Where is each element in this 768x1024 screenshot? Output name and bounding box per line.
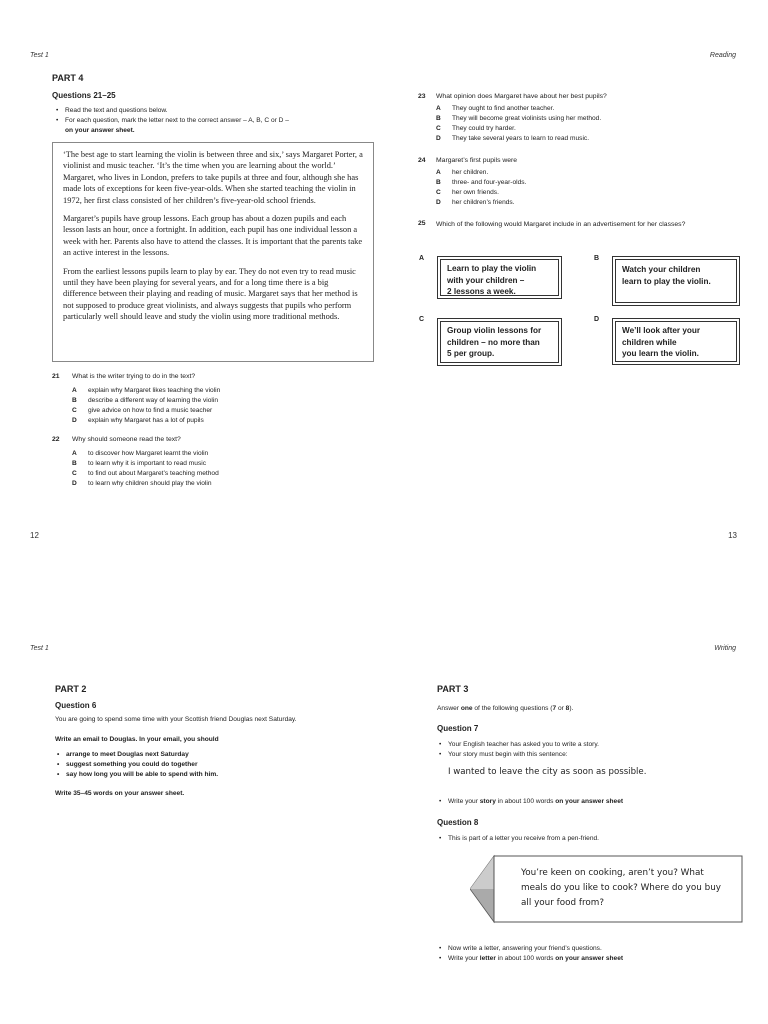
instruction-item: • Read the text and questions below.	[56, 106, 356, 116]
passage-paragraph: Margaret’s pupils have group lessons. Each group has about a dozen pupils and each lesson lasts an hour, once a fortnight. In addition, each pupil has one individual lesson a week with her. Parents also have to attend the classes. It is important that the parents take an active interest in the lessons.	[63, 214, 363, 258]
bullet-item: • suggest something you could do together	[57, 760, 357, 770]
ad-letter-c: C	[419, 316, 425, 323]
answer-option[interactable]: C to find out about Margaret’s teaching method	[72, 470, 219, 477]
question-6-word-count: Write 35–45 words on your answer sheet.	[55, 790, 185, 797]
answer-option[interactable]: C give advice on how to find a music teacher	[72, 407, 213, 414]
ad-letter-d: D	[594, 316, 600, 323]
answer-option[interactable]: D her children’s friends.	[436, 199, 515, 206]
question-21	[52, 373, 372, 426]
answer-option[interactable]: D explain why Margaret has a lot of pupils	[72, 417, 204, 424]
ad-letter-a: A	[419, 255, 425, 262]
bullet-item: • This is part of a letter you receive from a pen-friend.	[439, 834, 739, 844]
answer-option[interactable]: A They ought to find another teacher.	[436, 105, 555, 112]
part2-title: PART 2	[55, 684, 87, 694]
answer-option[interactable]: A explain why Margaret likes teaching the violin	[72, 387, 221, 394]
question-7-story-sentence: I wanted to leave the city as soon as possible.	[448, 767, 647, 777]
question-number: 25	[418, 220, 426, 227]
question-number: 22	[52, 436, 60, 443]
question-text: What opinion does Margaret have about her best pupils?	[436, 93, 607, 100]
question-8-title: Question 8	[437, 818, 479, 827]
pen-friend-letter-text: You’re keen on cooking, aren’t you? What meals do you like to cook? Where do you buy all your food from?	[521, 868, 721, 908]
bullet-item: • Now write a letter, answering your friend’s questions.	[439, 944, 739, 954]
answer-option[interactable]: B three- and four-year-olds.	[436, 179, 527, 186]
page-header-left: Test 1	[30, 52, 49, 59]
advert-option-c[interactable]: Group violin lessons for children – no more than 5 per group.	[437, 318, 562, 366]
passage-paragraph: ‘The best age to start learning the violin is between three and six,’ says Margaret Porter, a violinist and music teacher. ‘It’s the time when you are learning about the world.’ Margaret, who lives in London, prefers to take pupils at three and four, although she has made lots of exceptions for keen five-year-olds. When she started teaching the violin in 1972, her first class consisted of her children’s five-year-old school friends.	[63, 150, 363, 205]
question-6-bullets	[57, 750, 357, 779]
instructions-list	[56, 106, 356, 135]
bullet-item: • say how long you will be able to spend with him.	[57, 770, 357, 780]
question-24	[418, 157, 738, 208]
answer-option[interactable]: B describe a different way of learning the violin	[72, 397, 218, 404]
question-7-title: Question 7	[437, 724, 479, 733]
answer-option[interactable]: C her own friends.	[436, 189, 499, 196]
question-text: What is the writer trying to do in the text?	[72, 373, 196, 380]
question-8-bullets	[439, 834, 739, 844]
advert-option-a[interactable]: Learn to play the violin with your children – 2 lessons a week.	[437, 256, 562, 299]
question-8-final	[439, 944, 739, 964]
passage-paragraph: From the earliest lessons pupils learn to play by ear. They do not even try to read music until they have been playing for several years, and for a long time there is a big difference between their playing and reading of music. Margaret says that her method is not supposed to produce great violinists, and always suggests that pupils who perform particularly well should leave and study the violin using more traditional methods.	[63, 266, 358, 322]
part3-intro: Answer one of the following questions (7 or 8).	[437, 705, 574, 712]
question-23	[418, 93, 738, 144]
bullet-item: • Write your story in about 100 words on your answer sheet	[439, 797, 739, 807]
answer-option[interactable]: B They will become great violinists using her method.	[436, 115, 602, 122]
answer-option[interactable]: B to learn why it is important to read music	[72, 460, 207, 467]
question-number: 21	[52, 373, 60, 380]
question-25	[418, 220, 718, 230]
instruction-bold-tail: on your answer sheet.	[65, 126, 135, 134]
ad-letter-b: B	[594, 255, 600, 262]
question-7-bullets	[439, 740, 739, 760]
answer-option[interactable]: D to learn why children should play the violin	[72, 480, 212, 487]
page-header-right-bottom: Writing	[714, 645, 736, 652]
advert-option-d[interactable]: We’ll look after your children while you learn the violin.	[612, 318, 740, 365]
question-text: Which of the following would Margaret include in an advertisement for her classes?	[436, 221, 686, 228]
question-number: 24	[418, 157, 426, 164]
question-7-write	[439, 797, 739, 807]
bullet-item: • Your English teacher has asked you to write a story.	[439, 740, 739, 750]
question-22	[52, 436, 372, 489]
bullet-item: • Write your letter in about 100 words on your answer sheet	[439, 954, 739, 964]
answer-option[interactable]: A to discover how Margaret learnt the violin	[72, 450, 209, 457]
question-6-intro: You are going to spend some time with your Scottish friend Douglas next Saturday.	[55, 716, 297, 723]
question-6-instruction: Write an email to Douglas. In your email, you should	[55, 736, 219, 743]
page-number-left: 12	[30, 531, 39, 540]
questions-range: Questions 21–25	[52, 91, 116, 100]
question-6-title: Question 6	[55, 701, 97, 710]
page-header-left-bottom: Test 1	[30, 645, 49, 652]
question-number: 23	[418, 93, 426, 100]
page-number-right: 13	[728, 531, 737, 540]
advert-option-b[interactable]: Watch your children learn to play the violin.	[612, 256, 740, 306]
bullet-item: • Your story must begin with this sentence:	[439, 750, 739, 760]
reading-passage	[52, 142, 374, 362]
question-text: Margaret’s first pupils were	[436, 157, 518, 164]
question-text: Why should someone read the text?	[72, 436, 181, 443]
page-header-right: Reading	[709, 52, 736, 59]
answer-option[interactable]: D They take several years to learn to read music.	[436, 135, 590, 142]
answer-option[interactable]: A her children.	[436, 169, 489, 176]
instruction-item: • For each question, mark the letter next to the correct answer – A, B, C or D – on your answer sheet.	[56, 116, 356, 136]
part3-title: PART 3	[437, 684, 469, 694]
answer-option[interactable]: C They could try harder.	[436, 125, 516, 132]
bullet-item: • arrange to meet Douglas next Saturday	[57, 750, 357, 760]
part-title: PART 4	[52, 73, 84, 83]
